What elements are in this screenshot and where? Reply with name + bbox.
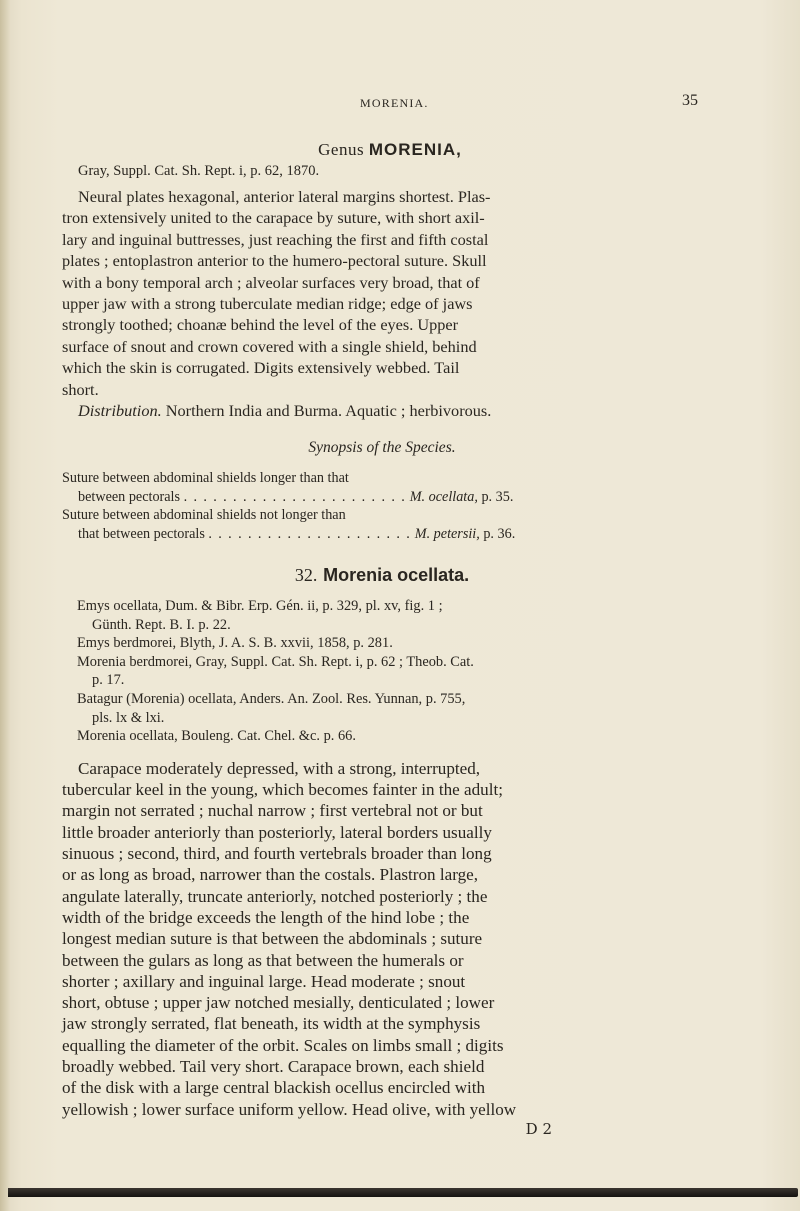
synonymy-entry-line: Emys berdmorei, Blyth, J. A. S. B. xxvii, 1858, p. 281. xyxy=(77,635,393,652)
synonymy-entry-line: Günth. Rept. B. I. p. 22. xyxy=(92,616,231,633)
text-line: tubercular keel in the young, which becomes fainter in the adult; xyxy=(62,780,503,800)
text-line: short, obtuse ; upper jaw notched mesially, denticulated ; lower xyxy=(62,993,495,1013)
text-line: yellowish ; lower surface uniform yellow. Head olive, with yellow xyxy=(62,1099,517,1119)
text-line: angulate laterally, truncate anteriorly, notched posteriorly ; the xyxy=(62,886,488,906)
distribution-paragraph xyxy=(62,400,702,421)
synopsis-species: M. ocellata, xyxy=(409,488,478,505)
synonymy-list xyxy=(62,597,702,746)
text-line: equalling the diameter of the orbit. Scales on limbs small ; digits xyxy=(62,1035,504,1055)
running-title: MORENIA. xyxy=(360,96,429,110)
text-line: jaw strongly serrated, flat beneath, its width at the symphysis xyxy=(62,1014,481,1034)
species-heading xyxy=(62,565,702,586)
synopsis-heading: Synopsis of the Species. xyxy=(308,439,456,457)
text-line: plates ; entoplastron anterior to the humero-pectoral suture. Skull xyxy=(62,251,487,271)
genus-citation: Gray, Suppl. Cat. Sh. Rept. i, p. 62, 1870. xyxy=(78,163,320,179)
text-line: short. xyxy=(62,379,99,399)
synopsis-page-ref: p. 35. xyxy=(481,488,514,505)
synopsis-row-result xyxy=(62,525,702,543)
text-line: strongly toothed; choanæ behind the level of the eyes. Upper xyxy=(62,315,459,335)
synonymy-entry-line: pls. lx & lxi. xyxy=(92,709,165,726)
text-line: upper jaw with a strong tuberculate median ridge; edge of jaws xyxy=(62,294,473,314)
text-line: margin not serrated ; nuchal narrow ; first vertebral not or but xyxy=(62,801,483,821)
synonymy-entry-line: Morenia ocellata, Bouleng. Cat. Chel. &c. p. 66. xyxy=(77,728,356,745)
text-line: broadly webbed. Tail very short. Carapace brown, each shield xyxy=(62,1057,485,1076)
text-block xyxy=(62,140,702,1138)
text-line: shorter ; axillary and inguinal large. Head moderate ; snout xyxy=(62,971,466,991)
species-number: 32. xyxy=(294,565,318,586)
synopsis-criterion: that between pectorals xyxy=(78,525,205,542)
synopsis-criterion: between pectorals xyxy=(78,488,181,505)
synopsis-key xyxy=(62,469,702,543)
text-line: or as long as broad, narrower than the costals. Plastron large, xyxy=(62,865,478,885)
text-line: tron extensively united to the carapace by suture, with short axil- xyxy=(62,208,485,228)
distribution-text: Northern India and Burma. Aquatic ; herbivorous. xyxy=(165,401,492,421)
synonymy-entry-line: Morenia berdmorei, Gray, Suppl. Cat. Sh. Rept. i, p. 62 ; Theob. Cat. xyxy=(77,653,474,670)
synopsis-page-ref: p. 36. xyxy=(483,525,516,542)
text-line: Neural plates hexagonal, anterior lateral margins shortest. Plas- xyxy=(78,187,491,206)
text-line: sinuous ; second, third, and fourth vertebrals broader than long xyxy=(62,844,492,864)
synonymy-entry-line: Emys ocellata, Dum. & Bibr. Erp. Gén. ii, p. 329, pl. xv, fig. 1 ; xyxy=(77,598,443,615)
page-number: 35 xyxy=(682,92,698,109)
page-gutter-edge xyxy=(0,0,10,1211)
species-name: Morenia ocellata. xyxy=(323,565,470,586)
text-line: Carapace moderately depressed, with a strong, interrupted, xyxy=(78,758,481,778)
signature-mark: D 2 xyxy=(525,1119,552,1138)
distribution-label: Distribution. xyxy=(78,401,162,421)
species-description xyxy=(62,758,702,1120)
synopsis-leader-dots: . . . . . . . . . . . . . . . . . . . . . xyxy=(208,525,412,542)
page-bottom-shadow xyxy=(8,1188,798,1197)
synopsis-row-line: Suture between abdominal shields longer than that xyxy=(62,470,349,487)
synonymy-entry-line: p. 17. xyxy=(92,672,125,689)
synopsis-row-result xyxy=(62,488,702,506)
text-line: width of the bridge exceeds the length of the hind lobe ; the xyxy=(62,907,470,927)
running-head xyxy=(60,94,700,116)
text-line: little broader anteriorly than posteriorly, lateral borders usually xyxy=(62,822,492,842)
synopsis-species: M. petersii, xyxy=(414,525,480,542)
genus-name: MORENIA, xyxy=(368,140,462,159)
text-line: lary and inguinal buttresses, just reaching the first and fifth costal xyxy=(62,229,489,249)
genus-prefix: Genus xyxy=(318,140,365,159)
text-line: which the skin is corrugated. Digits extensively webbed. Tail xyxy=(62,358,460,378)
synopsis-row-line: Suture between abdominal shields not longer than xyxy=(62,507,346,524)
text-line: longest median suture is that between the abdominals ; suture xyxy=(62,929,483,949)
genus-title xyxy=(78,140,702,160)
genus-description xyxy=(62,186,702,400)
text-line: between the gulars as long as that between the humerals or xyxy=(62,950,464,970)
synonymy-entry-line: Batagur (Morenia) ocellata, Anders. An. Zool. Res. Yunnan, p. 755, xyxy=(77,691,466,708)
text-line: surface of snout and crown covered with a single shield, behind xyxy=(62,336,477,356)
synopsis-leader-dots: . . . . . . . . . . . . . . . . . . . . . . . xyxy=(183,488,407,505)
text-line: of the disk with a large central blackish ocellus encircled with xyxy=(62,1078,486,1098)
text-line: with a bony temporal arch ; alveolar surfaces very broad, that of xyxy=(62,272,480,292)
